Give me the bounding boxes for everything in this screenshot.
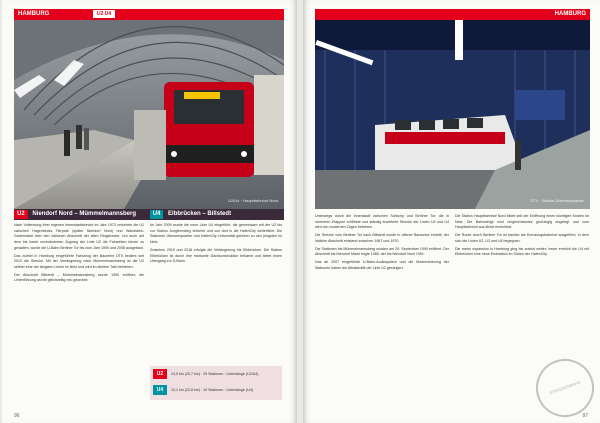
paragraph: Die Route durch Berliner Tor ist baulich als Kreuzungsbahnhof ausgeführt, in dem sich die Linien U2, U3 und U4 begegnen. [455,233,589,243]
paragraph: Zwischen 2015 und 2018 erfolgte die Verlängerung bis Elbbrücken. Die Station Elbbrücken ist durch ihre markante Dachkonstruktion bekannt und bietet einen Übergang zur S-Bahn. [150,247,282,264]
u4-route: Elbbrücken – Billstedt [168,211,232,217]
section-bar [14,9,284,20]
station-illustration [315,20,590,209]
right-page [303,0,600,423]
paragraph: Die Stationen bis Mümmelmannsberg wurden am 29. September 1990 eröffnet. Der Abschnitt bis Niendorf Markt folgte 1985, der bis Niendorf Nord 1991. [315,246,449,257]
paragraph: Im Jahr 2009 wurde die neue Linie U4 eingeführt, die gemeinsam mit der U2 bis zur Station Jungfernstieg verkehrt und von dort in die HafenCity weiterfährt. Die Stationen Überseequartier und HafenCity Universität gehören zu den jüngsten im Netz. [150,223,282,245]
paragraph: Der Abschnitt Billstedt – Mümmelmannsberg wurde 1990 eröffnet; die Linienführung wurde gleichzeitig neu geordnet. [14,272,144,283]
right-text-col1 [315,214,449,273]
section-title: HAMBURG [18,11,50,17]
info-row-u2 [150,366,282,382]
left-text-col1 [14,223,144,286]
line-badge: U2 U4 [93,10,115,18]
paragraph: Nach Vollendung ihrer eigenen Innenstadtstrecke im Jahr 1973 verkehrte die U2 zwischen Hagenbecks Tierpark (später Niendorf Nord) und Wandsbek-Gartenstadt über den östlichen Abschnitt der alten Ringstrecke. Um auch auf dem bis heute unveränderten Zugweg der Linie U2 die Fahrzeiten kürzer zu gestalten, wurde die U-Bahn Berliner Tor bis zum Jahr 1990 und 2008 ausgebaut. [14,223,144,250]
watermark-stamp [528,351,600,423]
left-text-col2 [150,223,282,267]
page-number-right: 97 [582,413,588,419]
paragraph: Die metro expansion in Hamburg ging bis zuletzt weiter; heute erreicht die U4 mit Elbbrücken eine neue Endstation im Süden der HafenCity. [455,246,589,257]
u4-tag: U4 [150,210,164,219]
u2-route: Niendorf Nord – Mümmelmannsberg [32,211,137,217]
paragraph: Das zuletzt in Hamburg eingeführte Fahrzeug der Baureihe DT5 bedient seit 2012 die Strecke. Mit der Verlängerung nach Mümmelmannsberg ist die U2 seither eine der längsten Linien im Netz und wird im dichten Takt betrieben. [14,253,144,269]
info-text-u2: 24,5 km (25,7 km) · 25 Stationen · Linienlänge (U2/U4) [171,371,259,376]
paragraph: Das ab 2007 eingeführte U-Bahn-Audiosystem und die Modernisierung der Stationen haben die Attraktivität der Linie U2 gesteigert. [315,259,449,270]
paragraph: Die Station Hauptbahnhof Nord bildet seit der Eröffnung einen wichtigen Knoten im Netz. Die Bahnsteige sind vergleichsweise großzügig angelegt und vom Hauptbahnhof aus direkt erreichbar. [455,214,589,230]
u2-tag: U2 [14,210,28,219]
section-bar [315,9,590,20]
photo-caption: DT4 · Station Überseequartier [530,198,584,203]
stamp-text: STRASSENBAHN [548,379,582,396]
left-page [2,0,297,423]
line-info-box [150,366,282,400]
station-photo [315,20,590,209]
station-photo [14,20,284,209]
photo-caption: U2/U4 · Hauptbahnhof Nord [228,198,278,203]
lines-header [14,209,284,220]
info-tag-u4: U4 [153,385,167,395]
paragraph: Die Strecke vom Berliner Tor nach Billstedt wurde in offener Bauweise erstellt; der östliche Abschnitt entstand zwischen 1967 und 1970. [315,233,449,243]
info-tag-u2: U2 [153,369,167,379]
right-text-col2 [455,214,589,260]
section-title: HAMBURG [554,11,586,17]
info-row-u4 [150,382,282,398]
station-illustration [14,20,284,209]
page-number-left: 96 [14,413,20,419]
paragraph: Unterwegs durch die Innenstadt zwischen Schlump und Berliner Tor: die in mehreren Etappen eröffnete und ständig erweiterte Strecke der Linien U2 und U4 wird von modernen Zügen befahren. [315,214,449,230]
info-text-u4: 12,1 km (22,6 km) · 10 Stationen · Linienlänge (U4) [171,387,253,392]
